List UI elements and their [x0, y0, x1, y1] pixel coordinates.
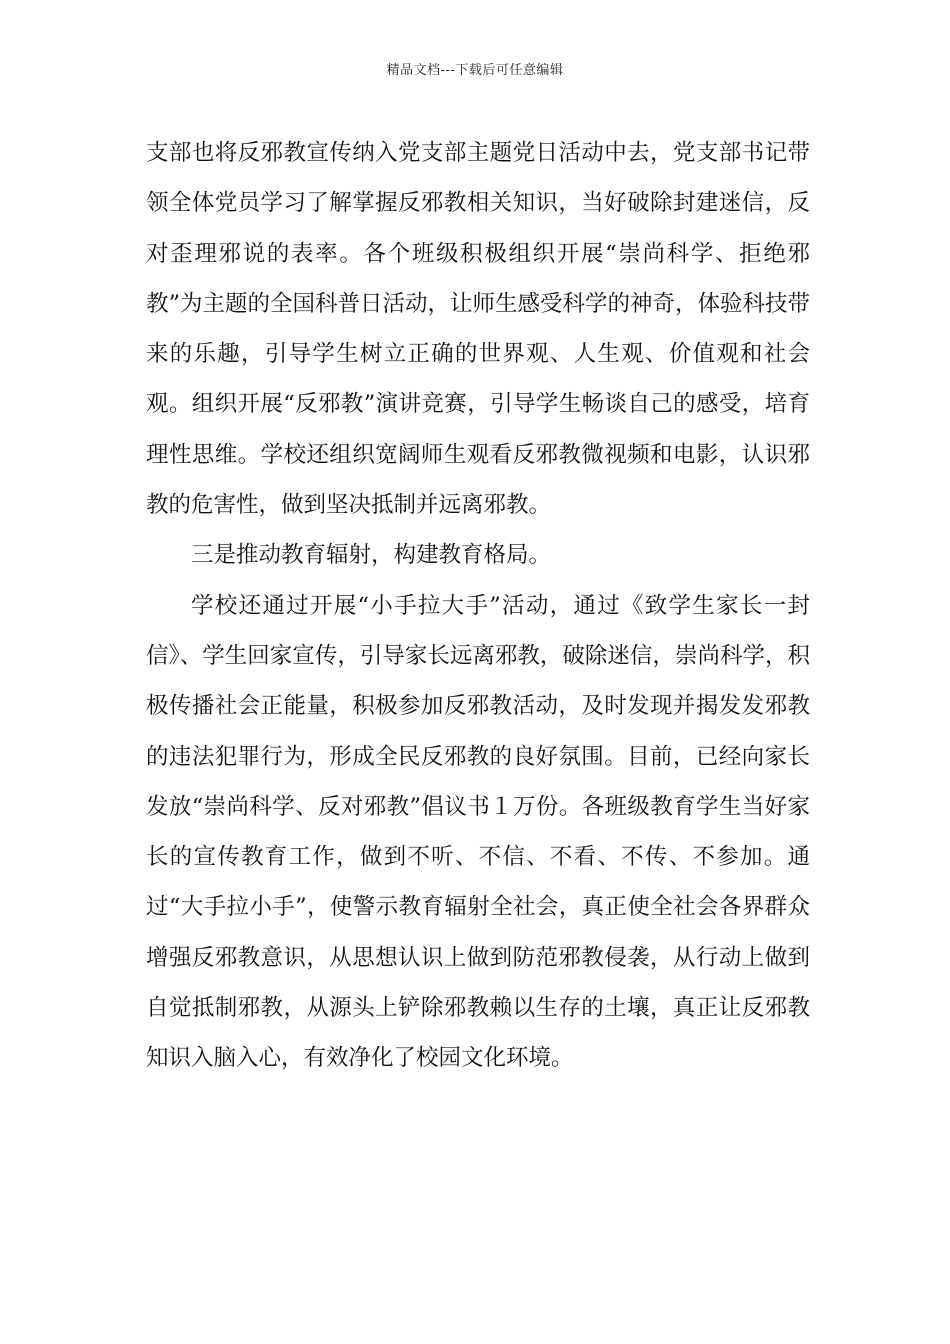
document-body	[146, 128, 810, 1084]
paragraph-body: 学校还通过开展“小手拉大手”活动，通过《致学生家长一封信》、学生回家宣传，引导家长远离邪教，破除迷信，崇尚科学，积极传播社会正能量，积极参加反邪教活动，及时发现并揭发发邪教的违法犯罪行为，形成全民反邪教的良好氛围。目前，已经向家长发放“崇尚科学、反对邪教”倡议书１万份。各班级教育学生当好家长的宣传教育工作，做到不听、不信、不看、不传、不参加。通过“大手拉小手”，使警示教育辐射全社会，真正使全社会各界群众增强反邪教意识，从思想认识上做到防范邪教侵袭，从行动上做到自觉抵制邪教，从源头上铲除邪教赖以生存的土壤，真正让反邪教知识入脑入心，有效净化了校园文化环境。	[146, 592, 810, 1072]
page-header: 精品文档---下载后可任意编辑	[386, 63, 564, 78]
paragraph-continuation: 支部也将反邪教宣传纳入党支部主题党日活动中去，党支部书记带领全体党员学习了解掌握反邪教相关知识，当好破除封建迷信，反对歪理邪说的表率。各个班级积极组织开展“崇尚科学、拒绝邪教”为主题的全国科普日活动，让师生感受科学的神奇，体验科技带来的乐趣，引导学生树立正确的世界观、人生观、价值观和社会观。组织开展“反邪教”演讲竞赛，引导学生畅谈自己的感受，培育理性思维。学校还组织宽阔师生观看反邪教微视频和电影，认识邪教的危害性，做到坚决抵制并远离邪教。	[146, 140, 811, 519]
paragraph-section-heading: 三是推动教育辐射，构建教育格局。	[191, 542, 552, 569]
